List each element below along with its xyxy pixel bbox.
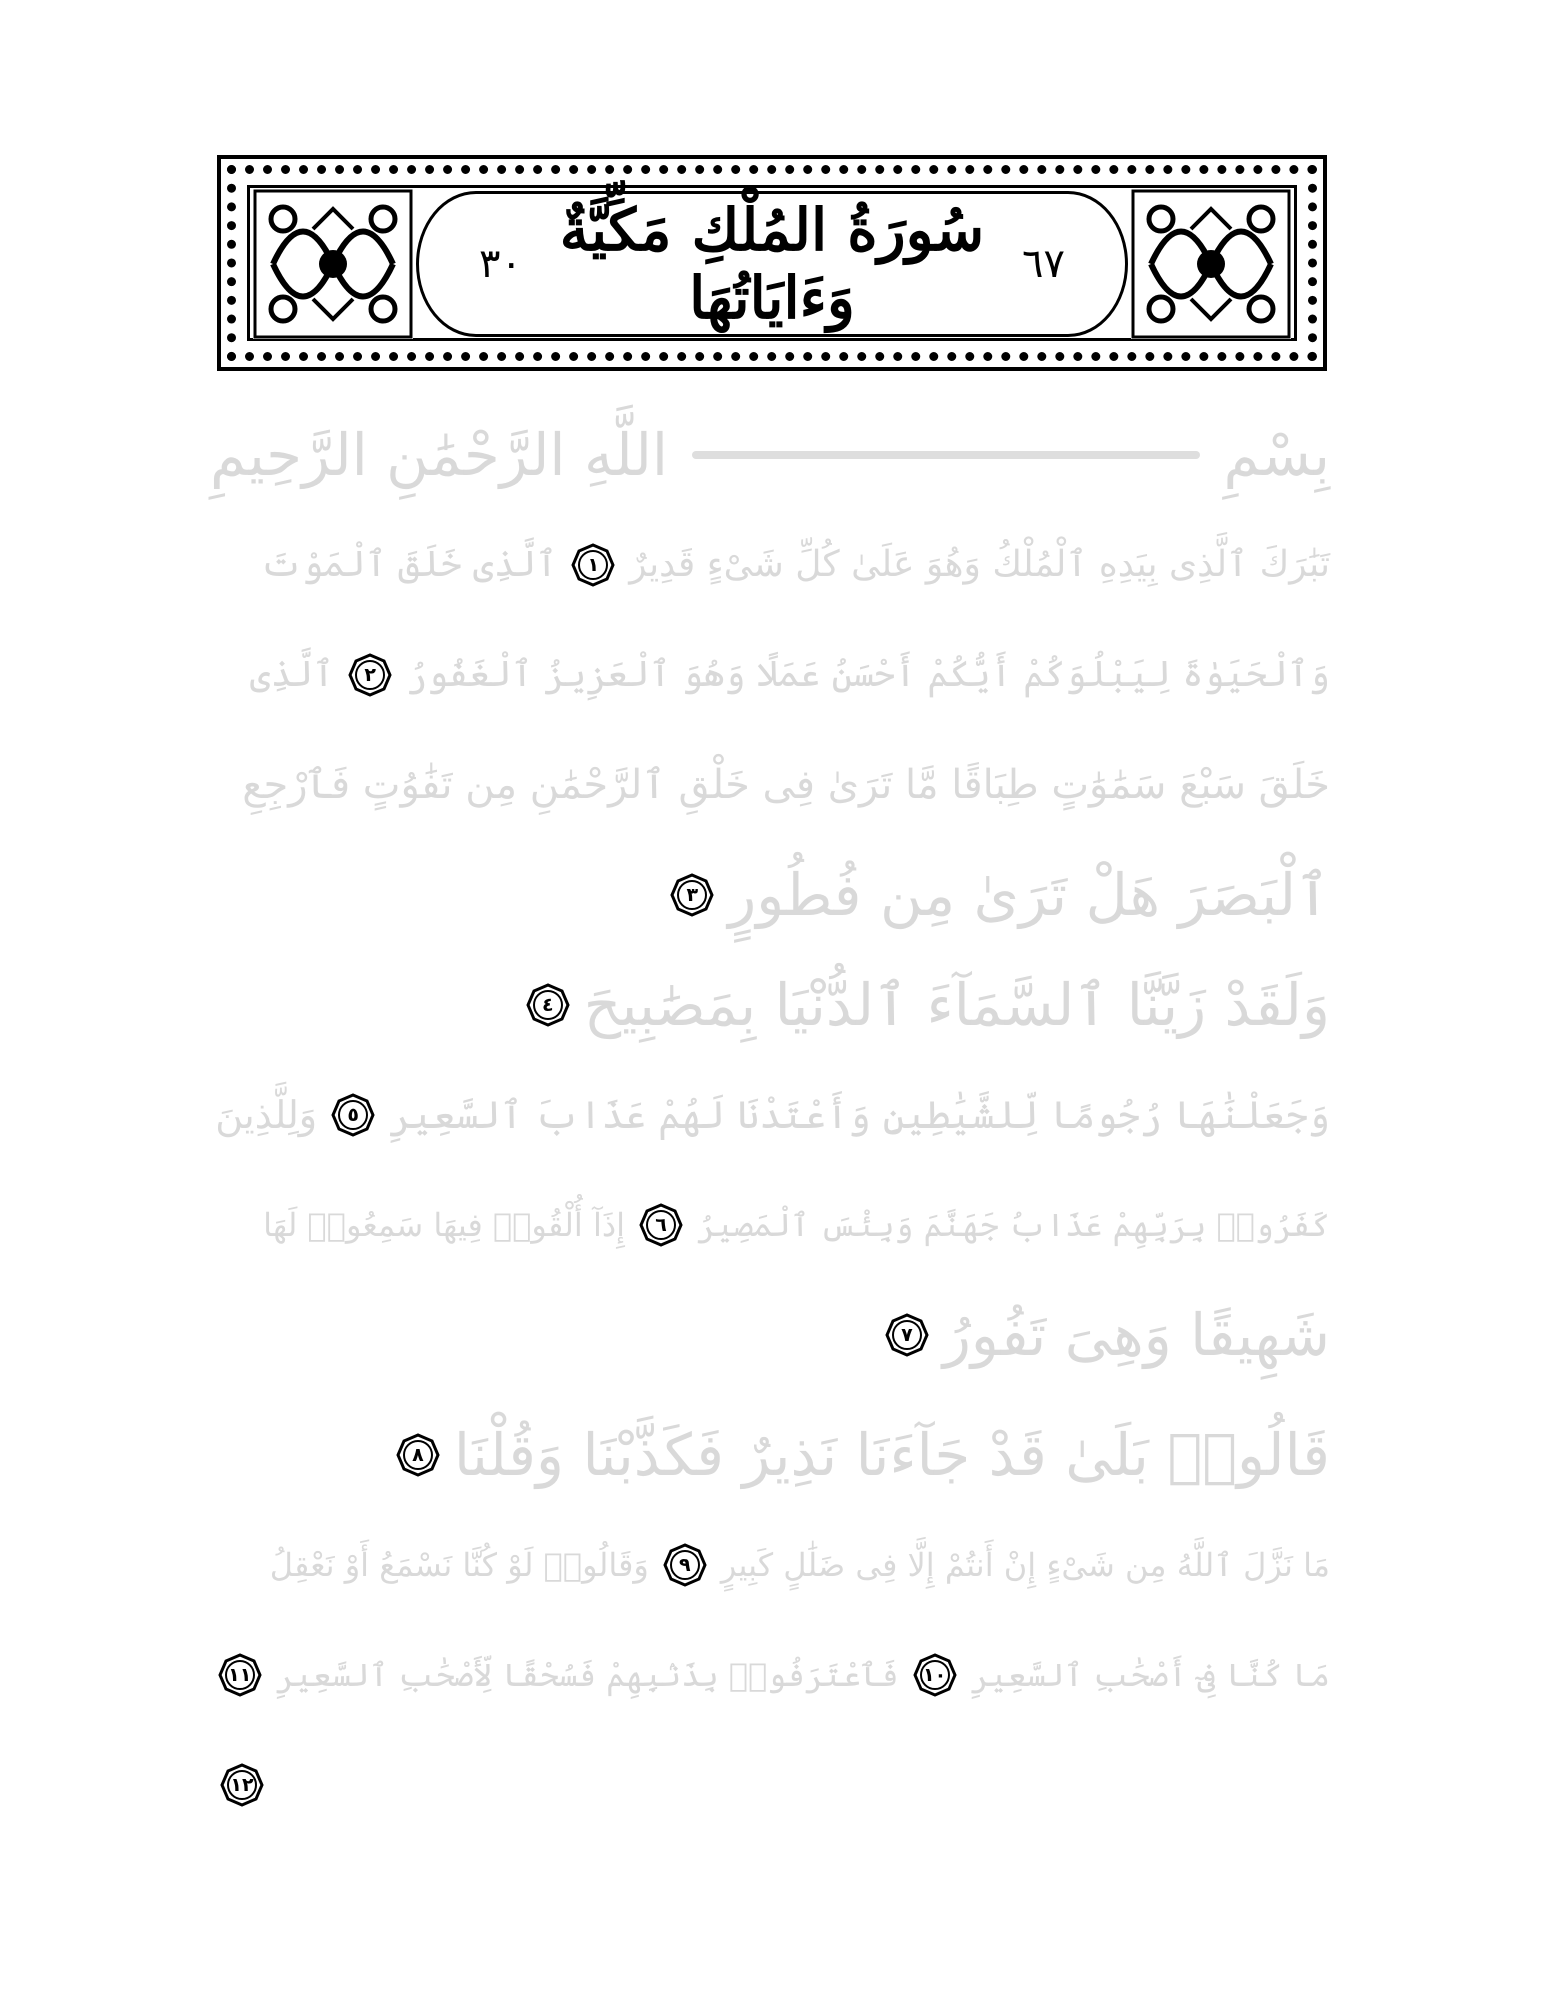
title-cartouche — [416, 191, 1128, 337]
verse-text: فَٱعْتَرَفُوا۟ بِذَنۢبِهِمْ فَسُحْقًا لِّأَصْحَٰبِ ٱلسَّعِيرِ — [275, 1656, 899, 1694]
ayah-number: ٤ — [541, 994, 554, 1016]
ayah-number: ١٠ — [922, 1664, 947, 1686]
verse-line-2 — [250, 620, 1330, 730]
arabesque-ornament-left — [253, 189, 413, 339]
verse-line-3 — [242, 730, 1330, 840]
verse-text: تَبَٰرَكَ ٱلَّذِى بِيَدِهِ ٱلْمُلْكُ وَهُوَ عَلَىٰ كُلِّ شَىْءٍ قَدِيرٌ — [629, 544, 1330, 585]
verse-line-1 — [260, 510, 1330, 620]
ayah-number: ١١ — [228, 1664, 252, 1686]
basmala-first-word: بِسْمِ — [1223, 421, 1330, 489]
verse-text: وَقَالُوا۟ لَوْ كُنَّا نَسْمَعُ أَوْ نَعْقِلُ — [269, 1546, 649, 1584]
verse-line-6 — [215, 1060, 1330, 1170]
verse-line-9 — [396, 1400, 1330, 1510]
ayah-marker-2 — [348, 653, 392, 697]
verse-line-10 — [270, 1510, 1330, 1620]
ayah-marker-4 — [526, 983, 570, 1027]
ayah-marker-11 — [218, 1653, 262, 1697]
verse-text: مَا نَزَّلَ ٱللَّهُ مِن شَىْءٍ إِنْ أَنتُمْ إِلَّا فِى ضَلَٰلٍ كَبِيرٍ — [720, 1546, 1330, 1584]
verse-text: شَهِيقًا وَهِىَ تَفُورُ — [942, 1301, 1330, 1369]
basmala-rest: اللَّهِ الرَّحْمَٰنِ الرَّحِيمِ — [210, 421, 669, 489]
verse-line-5 — [526, 950, 1330, 1060]
verse-line-7 — [263, 1170, 1330, 1280]
ayah-number: ٢ — [364, 664, 376, 686]
ayah-marker-10 — [913, 1653, 957, 1697]
verse-text: ٱلَّذِى خَلَقَ ٱلْمَوْتَ — [260, 544, 558, 585]
verse-line-11 — [218, 1620, 1330, 1730]
ayah-marker-5 — [331, 1093, 375, 1137]
verse-text: ٱلَّذِى — [249, 654, 335, 695]
surah-number: ٦٧ — [1022, 241, 1065, 287]
verse-text: قَالُوا۟ بَلَىٰ قَدْ جَآءَنَا نَذِيرٌ فَكَذَّبْنَا وَقُلْنَا — [453, 1421, 1330, 1489]
ayah-number: ٩ — [679, 1554, 691, 1576]
ayah-number: ١ — [587, 554, 600, 576]
ayah-marker-7 — [885, 1313, 929, 1357]
verse-text: ٱلْبَصَرَ هَلْ تَرَىٰ مِن فُطُورٍ — [728, 861, 1330, 929]
ayah-number: ٣ — [686, 884, 699, 906]
verse-text: وَٱلْحَيَوٰةَ لِيَبْلُوَكُمْ أَيُّكُمْ أَحْسَنُ عَمَلًا وَهُوَ ٱلْعَزِيزُ ٱلْغَفُورُ — [406, 654, 1330, 695]
verse-text: وَلَقَدْ زَيَّنَّا ٱلسَّمَآءَ ٱلدُّنْيَا بِمَصَٰبِيحَ — [583, 971, 1330, 1039]
ayah-number: ٨ — [412, 1444, 424, 1466]
ayah-marker-8 — [396, 1433, 440, 1477]
ayah-marker-9 — [663, 1543, 707, 1587]
ayah-number: ٥ — [347, 1104, 359, 1126]
ayah-marker-3 — [670, 873, 714, 917]
verse-text: مَا كُنَّا فِىٓ أَصْحَٰبِ ٱلسَّعِيرِ — [970, 1656, 1330, 1694]
verse-line-12 — [220, 1730, 264, 1840]
ayah-number: ٧ — [901, 1324, 913, 1346]
ayah-marker-1 — [571, 543, 615, 587]
surah-header-frame — [217, 155, 1327, 371]
verse-line-8 — [885, 1280, 1330, 1390]
verse-text: وَلِلَّذِينَ — [215, 1093, 318, 1137]
verse-text: وَجَعَلْنَٰهَا رُجُومًا لِّلشَّيَٰطِينِ وَأَعْتَدْنَا لَهُمْ عَذَابَ ٱلسَّعِيرِ — [389, 1093, 1330, 1137]
ayah-marker-12 — [220, 1763, 264, 1807]
ayah-number: ٦ — [655, 1214, 667, 1236]
ayah-number: ١٢ — [230, 1774, 254, 1796]
verse-line-4 — [670, 840, 1330, 950]
ayah-marker-6 — [639, 1203, 683, 1247]
ayah-count: ٣٠ — [479, 241, 522, 287]
verse-text: خَلَقَ سَبْعَ سَمَٰوَٰتٍ طِبَاقًا مَّا تَرَىٰ فِى خَلْقِ ٱلرَّحْمَٰنِ مِن تَفَٰوُتٍ فَٱرْجِعِ — [242, 762, 1330, 808]
surah-title: سُورَةُ المُلْكِ مَكِّيَّةٌ وَءَايَاتُهَا — [559, 196, 985, 332]
arabesque-ornament-right — [1131, 189, 1291, 339]
verse-text: إِذَآ أُلْقُوا۟ فِيهَا سَمِعُوا۟ لَهَا — [263, 1206, 625, 1244]
basmala-kashida — [692, 451, 1199, 459]
basmala-line — [210, 400, 1330, 510]
verse-text: كَفَرُوا۟ بِرَبِّهِمْ عَذَابُ جَهَنَّمَ وَبِئْسَ ٱلْمَصِيرُ — [696, 1206, 1330, 1244]
